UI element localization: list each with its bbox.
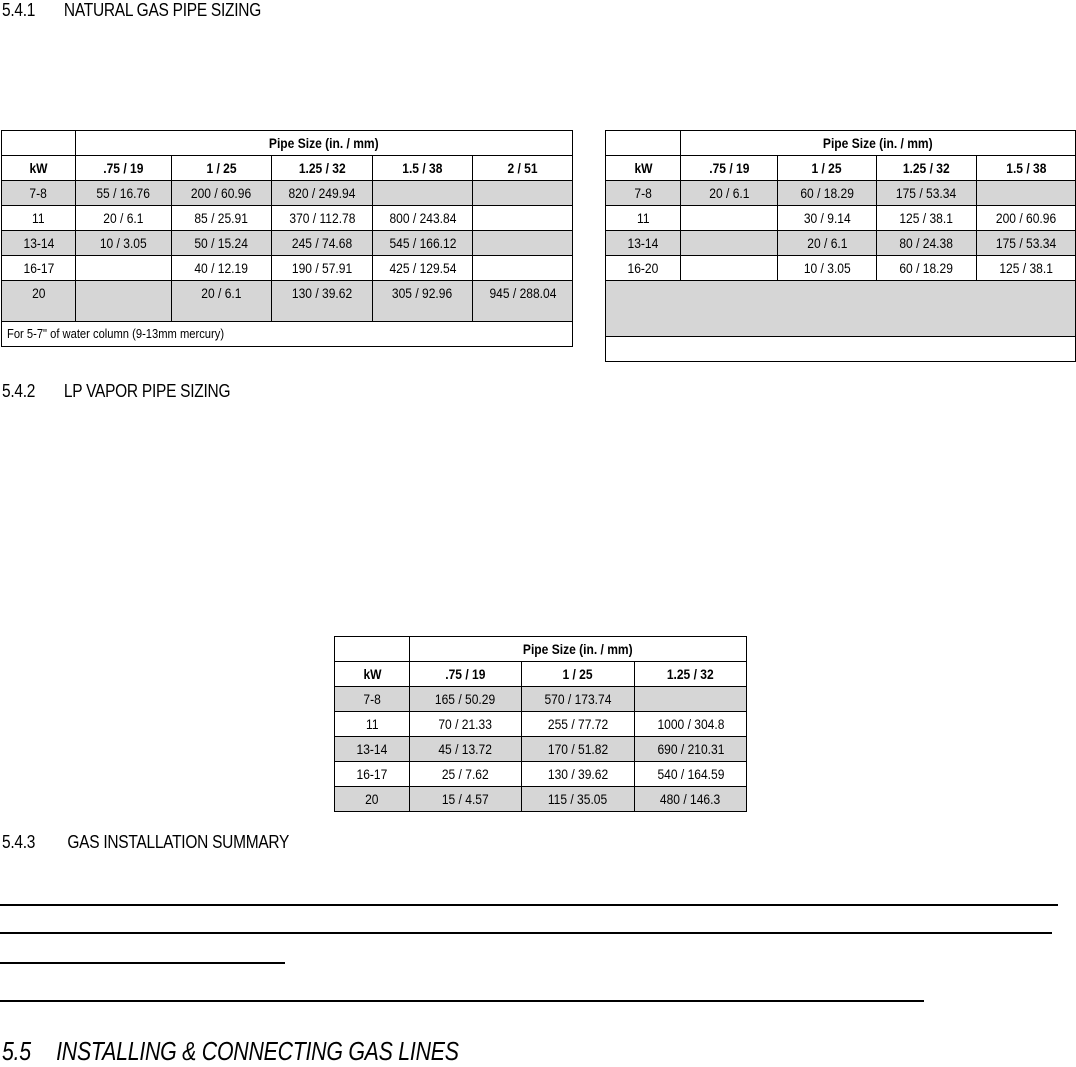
table-cell: 30 / 9.14 (778, 206, 877, 231)
section-5-4-1-heading (2, 0, 261, 21)
table-cell: 480 / 146.3 (635, 787, 747, 812)
section-number: 5.4.2 (2, 381, 36, 401)
header-cell: 1.25 / 32 (877, 156, 977, 181)
table-cell: 200 / 60.96 (172, 181, 272, 206)
table-cell: 10 / 3.05 (778, 256, 877, 281)
section-number: 5.4.3 (2, 832, 36, 852)
blank-line (0, 932, 1052, 934)
table-cell: 130 / 39.62 (272, 281, 373, 322)
natural-gas-pipe-table-right (605, 130, 1076, 362)
table-row (606, 256, 1076, 281)
table-cell: 1000 / 304.8 (635, 712, 747, 737)
table-cell: 305 / 92.96 (373, 281, 473, 322)
table-row (2, 181, 573, 206)
table-cell: 165 / 50.29 (410, 687, 522, 712)
table-cell: 170 / 51.82 (522, 737, 635, 762)
table-caption: Pipe Size (in. / mm) (410, 637, 747, 662)
table-cell: 545 / 166.12 (373, 231, 473, 256)
section-title: NATURAL GAS PIPE SIZING (63, 0, 261, 20)
table-footnote: For 5-7" of water column (9-13mm mercury) (2, 322, 573, 347)
header-cell: kW (335, 662, 410, 687)
table-cell (977, 181, 1076, 206)
header-cell: .75 / 19 (681, 156, 778, 181)
table-cell: 20 / 6.1 (76, 206, 172, 231)
table-cell: 16-20 (606, 256, 681, 281)
header-cell: 1 / 25 (778, 156, 877, 181)
header-cell: 1.25 / 32 (272, 156, 373, 181)
table-row (606, 231, 1076, 256)
table-cell (473, 181, 573, 206)
table-cell: 11 (606, 206, 681, 231)
table-cell: 15 / 4.57 (410, 787, 522, 812)
table-cell: 7-8 (335, 687, 410, 712)
table-cell (473, 231, 573, 256)
section-number: 5.4.1 (2, 0, 36, 20)
table-row (606, 206, 1076, 231)
table-row (2, 281, 573, 322)
table-cell: 11 (335, 712, 410, 737)
header-cell: 1 / 25 (172, 156, 272, 181)
table-cell: 60 / 18.29 (778, 181, 877, 206)
table-cell: 85 / 25.91 (172, 206, 272, 231)
corner-cell (2, 131, 76, 156)
table-cell: 125 / 38.1 (977, 256, 1076, 281)
table-cell: 255 / 77.72 (522, 712, 635, 737)
header-cell: kW (2, 156, 76, 181)
section-5-4-3-heading (2, 832, 289, 853)
table-cell: 11 (2, 206, 76, 231)
header-cell: 1.25 / 32 (635, 662, 747, 687)
blank-line (0, 1000, 924, 1002)
blank-line (0, 904, 1058, 906)
table-cell: 50 / 15.24 (172, 231, 272, 256)
header-cell: .75 / 19 (410, 662, 522, 687)
table-cell: 820 / 249.94 (272, 181, 373, 206)
table-cell: 570 / 173.74 (522, 687, 635, 712)
table-cell: 130 / 39.62 (522, 762, 635, 787)
table-cell: 945 / 288.04 (473, 281, 573, 322)
empty-footer-row (606, 337, 1076, 362)
table-row (335, 762, 747, 787)
table-cell (473, 256, 573, 281)
header-cell: kW (606, 156, 681, 181)
corner-cell (606, 131, 681, 156)
table-caption: Pipe Size (in. / mm) (681, 131, 1076, 156)
table-cell: 7-8 (2, 181, 76, 206)
section-title: INSTALLING & CONNECTING GAS LINES (56, 1036, 459, 1066)
table-cell: 25 / 7.62 (410, 762, 522, 787)
table-cell: 13-14 (335, 737, 410, 762)
table-cell: 20 / 6.1 (172, 281, 272, 322)
table-cell: 10 / 3.05 (76, 231, 172, 256)
table-row (606, 181, 1076, 206)
table-cell: 20 / 6.1 (778, 231, 877, 256)
table-cell: 370 / 112.78 (272, 206, 373, 231)
table-cell (373, 181, 473, 206)
table-cell: 175 / 53.34 (977, 231, 1076, 256)
table-cell: 190 / 57.91 (272, 256, 373, 281)
table-row (2, 256, 573, 281)
table-cell (681, 231, 778, 256)
table-cell: 40 / 12.19 (172, 256, 272, 281)
blank-line (0, 962, 285, 964)
table-row (335, 737, 747, 762)
table-cell: 16-17 (335, 762, 410, 787)
table-cell: 16-17 (2, 256, 76, 281)
table-cell (681, 206, 778, 231)
table-cell: 690 / 210.31 (635, 737, 747, 762)
table-cell (681, 256, 778, 281)
table-cell: 200 / 60.96 (977, 206, 1076, 231)
table-cell: 540 / 164.59 (635, 762, 747, 787)
table-cell: 20 (2, 281, 76, 322)
table-cell: 13-14 (606, 231, 681, 256)
table-cell: 55 / 16.76 (76, 181, 172, 206)
table-row (2, 231, 573, 256)
table-cell: 7-8 (606, 181, 681, 206)
table-cell: 425 / 129.54 (373, 256, 473, 281)
table-cell: 800 / 243.84 (373, 206, 473, 231)
table-row (335, 787, 747, 812)
lp-vapor-pipe-table (334, 636, 747, 812)
table-cell: 125 / 38.1 (877, 206, 977, 231)
table-cell (76, 281, 172, 322)
table-cell: 115 / 35.05 (522, 787, 635, 812)
table-cell (635, 687, 747, 712)
corner-cell (335, 637, 410, 662)
header-cell: 1.5 / 38 (977, 156, 1076, 181)
shaded-empty-row (606, 281, 1076, 337)
header-cell: .75 / 19 (76, 156, 172, 181)
table-cell: 20 (335, 787, 410, 812)
table-cell (76, 256, 172, 281)
section-title: LP VAPOR PIPE SIZING (63, 381, 231, 401)
table-cell: 45 / 13.72 (410, 737, 522, 762)
section-number: 5.5 (2, 1036, 31, 1066)
table-caption: Pipe Size (in. / mm) (76, 131, 573, 156)
section-title: GAS INSTALLATION SUMMARY (67, 832, 290, 852)
table-row (335, 712, 747, 737)
table-cell: 13-14 (2, 231, 76, 256)
table-row (2, 206, 573, 231)
table-cell: 175 / 53.34 (877, 181, 977, 206)
header-cell: 1 / 25 (522, 662, 635, 687)
table-cell: 245 / 74.68 (272, 231, 373, 256)
table-cell: 70 / 21.33 (410, 712, 522, 737)
header-cell: 2 / 51 (473, 156, 573, 181)
section-5-4-2-heading (2, 381, 230, 402)
table-cell (473, 206, 573, 231)
header-cell: 1.5 / 38 (373, 156, 473, 181)
table-cell: 20 / 6.1 (681, 181, 778, 206)
table-cell: 60 / 18.29 (877, 256, 977, 281)
table-row (335, 687, 747, 712)
natural-gas-pipe-table (1, 130, 573, 347)
table-cell: 80 / 24.38 (877, 231, 977, 256)
section-5-5-heading (2, 1036, 459, 1067)
